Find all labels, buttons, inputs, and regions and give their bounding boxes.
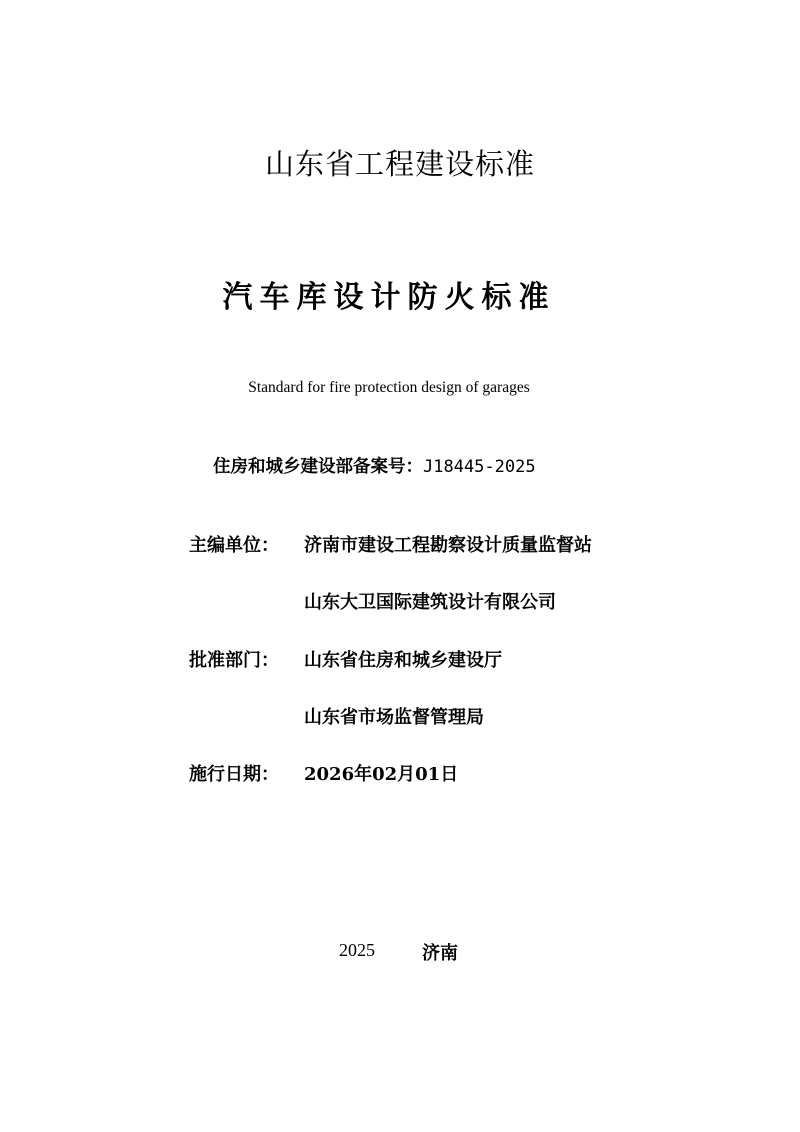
effective-date-label: 施行日期： xyxy=(189,764,279,785)
record-number: J18445-2025 xyxy=(423,457,536,477)
record-number-line xyxy=(213,453,536,478)
series-title: 山东省工程建设标准 xyxy=(264,147,535,181)
approver-2: 山东省市场监督管理局 xyxy=(304,707,484,728)
effective-date: 2026年02月01日 xyxy=(304,764,459,785)
editor-unit-2: 山东大卫国际建筑设计有限公司 xyxy=(304,592,556,613)
footer-year: 2025 xyxy=(339,940,375,960)
editor-unit-1: 济南市建设工程勘察设计质量监督站 xyxy=(304,535,592,556)
document-title: 汽车库设计防火标准 xyxy=(222,280,556,315)
footer-city: 济南 xyxy=(422,943,458,964)
editors-label: 主编单位： xyxy=(189,535,279,556)
record-label: 住房和城乡建设部备案号： xyxy=(213,457,423,477)
approvers-label: 批准部门： xyxy=(189,650,279,671)
approver-1: 山东省住房和城乡建设厅 xyxy=(304,650,502,671)
english-title: Standard for fire protection design of garages xyxy=(248,379,530,396)
